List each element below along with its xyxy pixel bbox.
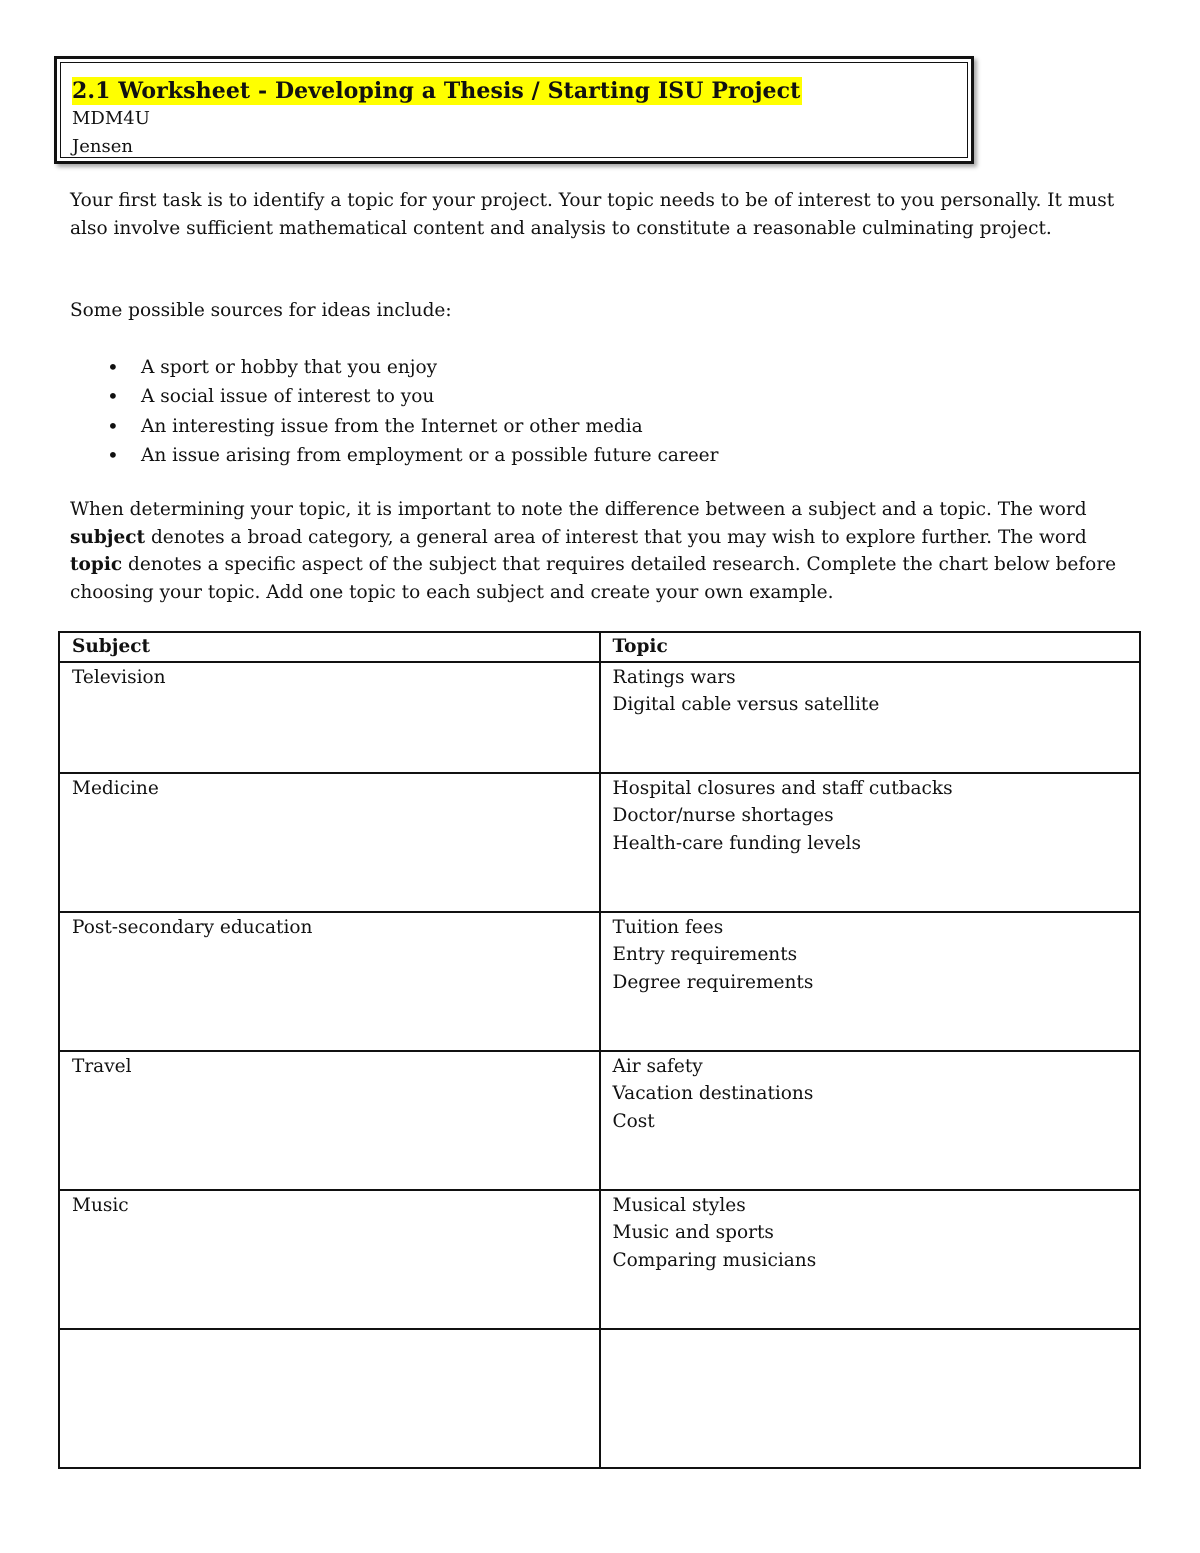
own-topic-cell[interactable] (600, 1329, 1141, 1468)
list-item-text: A sport or hobby that you enjoy (141, 357, 438, 378)
table-row (59, 912, 1140, 1051)
topic-line: Comparing musicians (612, 1249, 817, 1271)
subject-cell: Medicine (59, 773, 600, 912)
topic-line: Air safety (612, 1055, 703, 1077)
topic-line: Hospital closures and staff cutbacks (612, 777, 953, 799)
table-header-row (59, 632, 1140, 662)
subject-topic-table (58, 631, 1141, 1469)
list-item-text: An interesting issue from the Internet or other media (141, 415, 643, 437)
table-row (59, 1190, 1140, 1329)
topic-line: Digital cable versus satellite (612, 694, 880, 715)
topic-line: Health-care funding levels (612, 832, 861, 854)
teacher-name: Jensen (72, 136, 133, 157)
subject-cell: Music (59, 1190, 600, 1329)
subject-column-header: Subject (59, 632, 600, 662)
list-item (70, 412, 718, 441)
topic-line: Music and sports (612, 1222, 774, 1243)
topic-line: Ratings wars (612, 666, 736, 688)
list-item (70, 382, 718, 411)
worksheet-title: 2.1 Worksheet - Developing a Thesis / Starting ISU Project (72, 78, 801, 104)
subject-cell: Travel (59, 1051, 600, 1190)
topic-line: Doctor/nurse shortages (612, 805, 834, 826)
explanation-text-1: When determining your topic, it is important to note the difference between a subject and a topic. The word (70, 499, 1087, 520)
explanation-text-3: denotes a specific aspect of the subject that requires detailed research. Complete the chart below before choosing your topic. Add one topic to each subject and create your own example. (70, 554, 1117, 603)
topic-cell (600, 1190, 1141, 1329)
topic-line: Cost (612, 1110, 655, 1132)
topic-line: Tuition fees (612, 916, 724, 938)
topic-line: Degree requirements (612, 971, 814, 993)
table-row-blank (59, 1329, 1140, 1468)
bullet-icon: • (107, 442, 119, 467)
topic-line: Musical styles (612, 1194, 746, 1216)
table-row (59, 773, 1140, 912)
header-box (54, 56, 974, 164)
subject-cell: Post-secondary education (59, 912, 600, 1051)
topic-term: topic (70, 554, 123, 575)
own-subject-cell[interactable] (59, 1329, 600, 1468)
topic-cell (600, 773, 1141, 912)
sources-lead-in: Some possible sources for ideas include: (70, 300, 452, 321)
header-inner-border (60, 62, 968, 158)
list-item-text: An issue arising from employment or a possible future career (141, 444, 719, 466)
idea-sources-list (70, 353, 718, 470)
subject-topic-explanation (70, 496, 1140, 606)
bullet-icon: • (107, 384, 119, 409)
explanation-text-2: denotes a broad category, a general area of interest that you may wish to explore further. The word (145, 526, 1087, 548)
list-item (70, 353, 718, 382)
bullet-icon: • (107, 413, 119, 438)
intro-paragraph: Your first task is to identify a topic for your project. Your topic needs to be of interest to you personally. It must also involve sufficient mathematical content and analysis to constitute a reasonable culminating project. (70, 190, 1115, 239)
subject-term: subject (70, 526, 146, 548)
topic-line: Entry requirements (612, 944, 798, 965)
list-item (70, 441, 718, 470)
subject-cell: Television (59, 662, 600, 773)
table-row (59, 662, 1140, 773)
table-row (59, 1051, 1140, 1190)
list-item-text: A social issue of interest to you (141, 386, 435, 408)
topic-cell (600, 662, 1141, 773)
bullet-icon: • (107, 355, 119, 379)
topic-column-header: Topic (600, 632, 1141, 662)
topic-cell (600, 1051, 1141, 1190)
topic-line: Vacation destinations (612, 1083, 814, 1104)
course-code: MDM4U (72, 108, 150, 129)
topic-cell (600, 912, 1141, 1051)
